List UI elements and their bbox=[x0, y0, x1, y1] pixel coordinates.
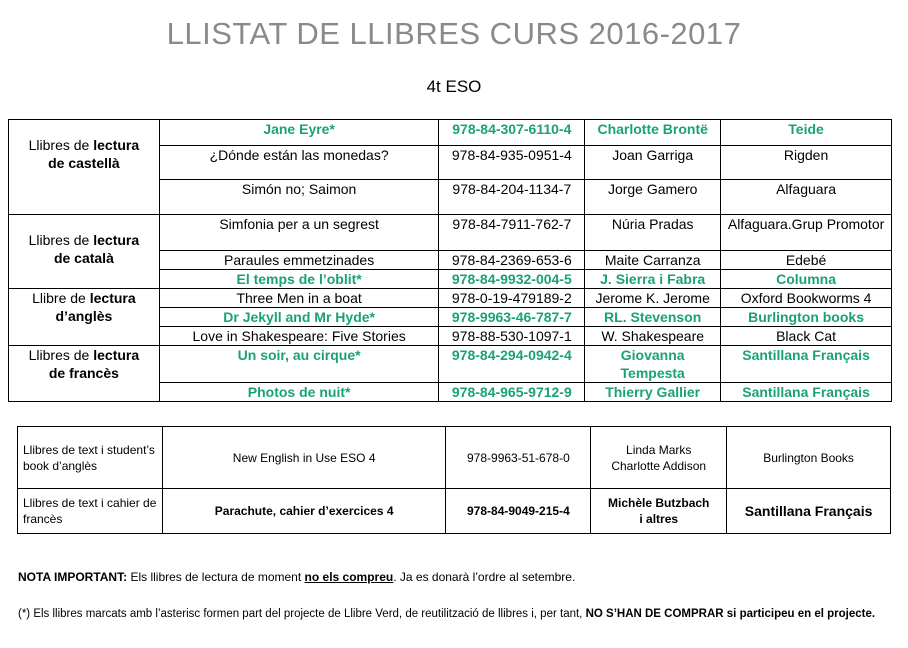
book-author: Charlotte Brontë bbox=[585, 120, 721, 146]
book-isbn: 978-84-2369-653-6 bbox=[439, 251, 585, 270]
textbook-author: Michèle Butzbach i altres bbox=[591, 489, 727, 534]
textbook-isbn: 978-84-9049-215-4 bbox=[446, 489, 591, 534]
table-row bbox=[18, 489, 891, 534]
book-publisher: Burlington books bbox=[721, 308, 892, 327]
book-isbn: 978-84-9932-004-5 bbox=[439, 270, 585, 289]
book-author: Joan Garriga bbox=[585, 146, 721, 180]
book-isbn: 978-88-530-1097-1 bbox=[439, 327, 585, 346]
book-author: Jerome K. Jerome bbox=[585, 289, 721, 308]
book-isbn: 978-9963-46-787-7 bbox=[439, 308, 585, 327]
book-author: Maite Carranza bbox=[585, 251, 721, 270]
page-title: LLISTAT DE LLIBRES CURS 2016-2017 bbox=[166, 16, 742, 51]
book-author: Giovanna Tempesta bbox=[585, 346, 721, 383]
book-isbn: 978-0-19-479189-2 bbox=[439, 289, 585, 308]
book-publisher: Santillana Français bbox=[721, 383, 892, 402]
book-publisher: Santillana Français bbox=[721, 346, 892, 383]
book-title: El temps de l’oblit* bbox=[159, 270, 439, 289]
textbook-publisher: Burlington Books bbox=[727, 427, 891, 489]
textbook-title: Parachute, cahier d’exercices 4 bbox=[162, 489, 446, 534]
asterisk-note: (*) Els llibres marcats amb l’asterisc formen part del projecte de Llibre Verd, de reutilització de llibres i, per tant, NO S’HAN DE COMPRAR si participeu en el projecte. bbox=[18, 608, 876, 620]
table-row bbox=[9, 289, 892, 308]
book-publisher: Black Cat bbox=[721, 327, 892, 346]
book-isbn: 978-84-294-0942-4 bbox=[439, 346, 585, 383]
book-author: Núria Pradas bbox=[585, 215, 721, 251]
table-row bbox=[18, 427, 891, 489]
textbook-isbn: 978-9963-51-678-0 bbox=[446, 427, 591, 489]
reading-books-table bbox=[8, 119, 892, 402]
table-row bbox=[9, 120, 892, 146]
textbooks-table bbox=[17, 426, 891, 534]
textbook-title: New English in Use ESO 4 bbox=[162, 427, 446, 489]
book-title: Dr Jekyll and Mr Hyde* bbox=[159, 308, 439, 327]
category-cell-castella: Llibres de lectura de castellà bbox=[9, 120, 160, 215]
page-subtitle: 4t ESO bbox=[426, 77, 482, 96]
book-publisher: Columna bbox=[721, 270, 892, 289]
table-row bbox=[9, 346, 892, 383]
table-row bbox=[9, 215, 892, 251]
book-author: RL. Stevenson bbox=[585, 308, 721, 327]
textbook-publisher: Santillana Français bbox=[727, 489, 891, 534]
category-cell-catala: Llibres de lectura de català bbox=[9, 215, 160, 289]
book-title: Three Men in a boat bbox=[159, 289, 439, 308]
book-publisher: Rigden bbox=[721, 146, 892, 180]
book-isbn: 978-84-935-0951-4 bbox=[439, 146, 585, 180]
book-author: Jorge Gamero bbox=[585, 180, 721, 215]
book-publisher: Teide bbox=[721, 120, 892, 146]
book-publisher: Alfaguara bbox=[721, 180, 892, 215]
book-title: Love in Shakespeare: Five Stories bbox=[159, 327, 439, 346]
important-note: NOTA IMPORTANT: Els llibres de lectura de moment no els compreu. Ja es donarà l’ordre al setembre. bbox=[18, 570, 576, 584]
book-publisher: Edebé bbox=[721, 251, 892, 270]
book-author: W. Shakespeare bbox=[585, 327, 721, 346]
book-title: Simón no; Saimon bbox=[159, 180, 439, 215]
book-isbn: 978-84-7911-762-7 bbox=[439, 215, 585, 251]
book-isbn: 978-84-965-9712-9 bbox=[439, 383, 585, 402]
book-publisher: Alfaguara.Grup Promotor bbox=[721, 215, 892, 251]
textbook-author: Linda Marks Charlotte Addison bbox=[591, 427, 727, 489]
book-title: Un soir, au cirque* bbox=[159, 346, 439, 383]
book-title: ¿Dónde están las monedas? bbox=[159, 146, 439, 180]
category-cell-frances: Llibres de lectura de francès bbox=[9, 346, 160, 402]
book-isbn: 978-84-307-6110-4 bbox=[439, 120, 585, 146]
book-title: Photos de nuit* bbox=[159, 383, 439, 402]
textbook-category: Llibres de text i student’s book d’anglès bbox=[18, 427, 163, 489]
book-isbn: 978-84-204-1134-7 bbox=[439, 180, 585, 215]
textbook-category: Llibres de text i cahier de francès bbox=[18, 489, 163, 534]
book-publisher: Oxford Bookworms 4 bbox=[721, 289, 892, 308]
category-cell-angles: Llibre de lectura d’anglès bbox=[9, 289, 160, 346]
book-author: Thierry Gallier bbox=[585, 383, 721, 402]
book-title: Paraules emmetzinades bbox=[159, 251, 439, 270]
book-title: Simfonia per a un segrest bbox=[159, 215, 439, 251]
book-title: Jane Eyre* bbox=[159, 120, 439, 146]
book-author: J. Sierra i Fabra bbox=[585, 270, 721, 289]
